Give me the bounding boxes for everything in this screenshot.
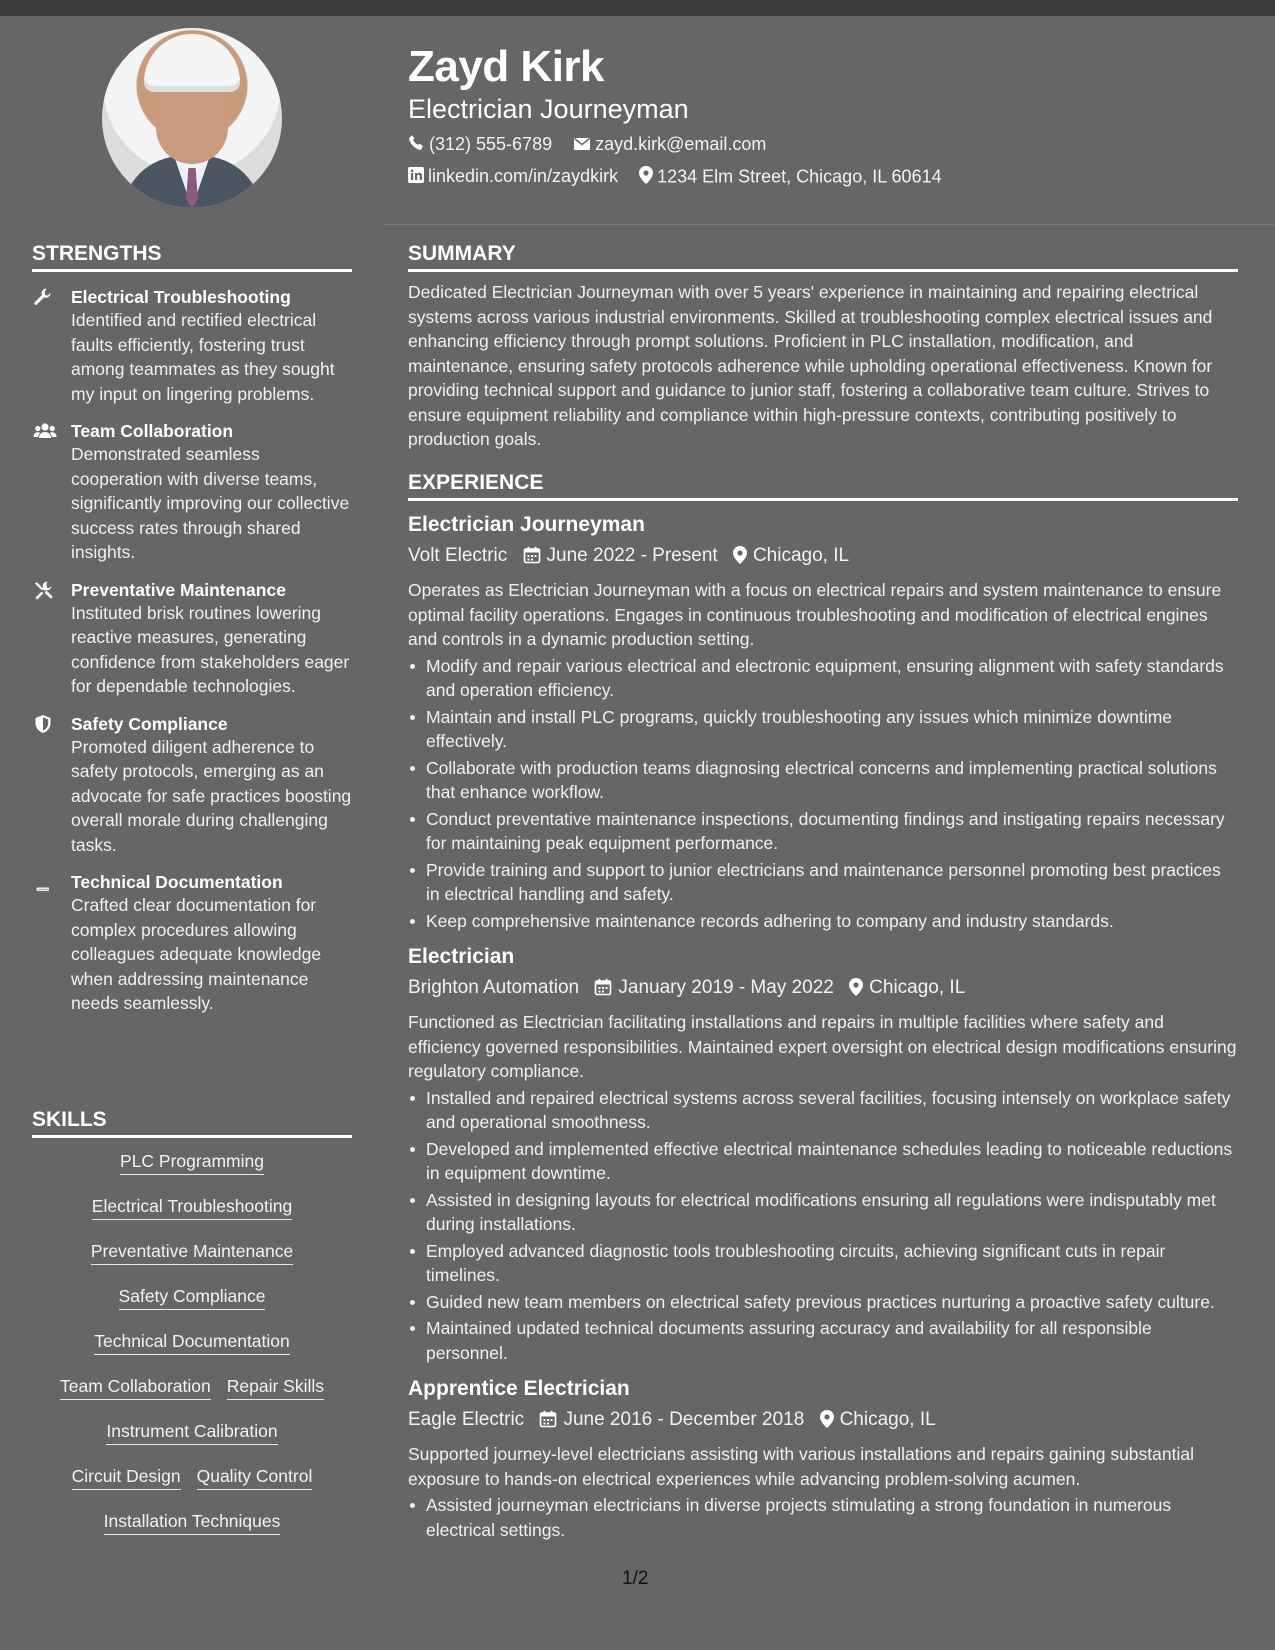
envelope-icon xyxy=(573,135,591,156)
calendar-icon xyxy=(523,542,541,576)
job-meta xyxy=(408,971,1238,1008)
job-description: Supported journey-level electricians assisting with various installations and repairs gaining substantial exposure to hands-on electrical experiences while advancing problem-solving acumen. xyxy=(408,1444,1194,1489)
job-title: Apprentice Electrician xyxy=(408,1377,630,1400)
tools-icon xyxy=(33,580,55,600)
book-icon xyxy=(33,872,55,892)
job-bullets xyxy=(408,1493,1238,1542)
calendar-icon xyxy=(539,1406,557,1440)
bullet-item: Guided new team members on electrical safety previous practices nurturing a proactive safety culture. xyxy=(408,1290,1238,1315)
contact-phone xyxy=(408,134,552,156)
bullet-item: Installed and repaired electrical systems across several facilities, focusing intensely on workplace safety and operational smoothness. xyxy=(408,1086,1238,1135)
strength-title: Electrical Troubleshooting xyxy=(71,287,291,307)
strength-description: Promoted diligent adherence to safety protocols, emerging as an advocate for safe practices boosting overall morale during challenging tasks. xyxy=(71,736,352,855)
bullet-item: Collaborate with production teams diagnosing electrical concerns and implementing practical solutions that enhance workflow. xyxy=(408,756,1238,805)
contact-linkedin[interactable] xyxy=(408,166,618,188)
job-dates: June 2022 - Present xyxy=(546,545,718,566)
bullet-item: Assisted journeyman electricians in diverse projects stimulating a strong foundation in numerous electrical settings. xyxy=(408,1493,1238,1542)
address-text: 1234 Elm Street, Chicago, IL 60614 xyxy=(657,166,942,187)
users-icon xyxy=(33,421,55,441)
strength-description: Demonstrated seamless cooperation with diverse teams, significantly improving our collective success rates through shared insights. xyxy=(71,444,350,562)
phone-text: (312) 555-6789 xyxy=(429,134,553,154)
job-entry xyxy=(408,943,1238,1365)
strength-title: Team Collaboration xyxy=(71,421,234,441)
contact-email[interactable] xyxy=(573,134,766,156)
linkedin-icon xyxy=(408,167,424,188)
skills-list xyxy=(32,1148,352,1553)
viewer-top-bar xyxy=(0,0,1275,16)
email-text: zayd.kirk@email.com xyxy=(595,134,767,154)
job-company: Brighton Automation xyxy=(408,977,580,998)
phone-icon xyxy=(408,134,425,156)
candidate-name: Zayd Kirk xyxy=(408,42,605,91)
summary-heading: SUMMARY xyxy=(408,242,1238,272)
map-pin-icon xyxy=(639,166,653,189)
strength-title: Safety Compliance xyxy=(71,713,228,734)
skills-heading: SKILLS xyxy=(32,1108,352,1138)
strength-item xyxy=(32,871,352,1016)
bullet-item: Assisted in designing layouts for electrical modifications ensuring all regulations were indisputably met during installations. xyxy=(408,1188,1238,1237)
experience-section xyxy=(408,471,1238,1544)
skill-tag: Electrical Troubleshooting xyxy=(92,1193,292,1220)
job-title: Electrician xyxy=(408,945,515,968)
map-pin-icon xyxy=(820,1406,834,1440)
bullet-item: Developed and implemented effective electrical maintenance schedules leading to noticeable reductions in equipment downtime. xyxy=(408,1137,1238,1186)
contact-line-2 xyxy=(408,166,958,189)
header-divider xyxy=(383,224,1275,225)
skill-tag: Technical Documentation xyxy=(94,1328,290,1355)
job-location: Chicago, IL xyxy=(752,545,850,566)
job-description: Functioned as Electrician facilitating installations and repairs in multiple facilities where safety and efficiency governed responsibilities. Maintained expert oversight on electrical design modifications ensuring regulatory compliance. xyxy=(408,1012,1237,1081)
skill-tag: Instrument Calibration xyxy=(106,1418,277,1445)
skill-tag: Safety Compliance xyxy=(119,1283,266,1310)
strengths-heading: STRENGTHS xyxy=(32,242,352,272)
job-location: Chicago, IL xyxy=(869,977,966,998)
skill-tag: PLC Programming xyxy=(120,1148,264,1175)
skill-tag: Repair Skills xyxy=(227,1373,324,1400)
calendar-icon xyxy=(594,974,612,1008)
strength-item xyxy=(32,579,352,699)
job-entry xyxy=(408,511,1238,933)
wrench-icon xyxy=(33,287,55,307)
strength-item xyxy=(32,713,352,858)
map-pin-icon xyxy=(733,542,747,576)
bullet-item: Keep comprehensive maintenance records adhering to company and industry standards. xyxy=(408,909,1238,934)
strength-title: Preventative Maintenance xyxy=(71,579,286,600)
bullet-item: Modify and repair various electrical and electronic equipment, ensuring alignment with safety standards and operation efficiency. xyxy=(408,654,1238,703)
bullet-item: Maintained updated technical documents assuring accuracy and availability for all responsible personnel. xyxy=(408,1316,1238,1365)
job-dates: January 2019 - May 2022 xyxy=(618,977,834,998)
skill-tag: Installation Techniques xyxy=(104,1508,281,1535)
summary-text: Dedicated Electrician Journeyman with over 5 years' experience in maintaining and repairing electrical systems across various industrial environments. Skilled at troubleshooting complex electrical issues and enhancing efficiency through prompt solutions. Proficient in PLC installation, modification, and maintenance, ensuring safety protocols adherence while upholding operational effectiveness. Known for providing technical support and guidance to junior staff, fostering a collaborative team culture. Strives to ensure equipment reliability and compliance within high-pressure contexts, contributing positively to production goals. xyxy=(408,282,1213,449)
bullet-item: Employed advanced diagnostic tools troubleshooting circuits, achieving significant cuts in repair timelines. xyxy=(408,1239,1238,1288)
contact-line-1 xyxy=(408,134,782,156)
strength-description: Crafted clear documentation for complex procedures allowing colleagues adequate knowledge when addressing maintenance needs seamlessly. xyxy=(71,895,322,1013)
job-bullets xyxy=(408,1086,1238,1366)
bullet-item: Maintain and install PLC programs, quickly troubleshooting any issues which minimize downtime effectively. xyxy=(408,705,1238,754)
strength-description: Identified and rectified electrical faults efficiently, fostering trust among teammates as they sought my input on lingering problems. xyxy=(71,310,335,404)
bullet-item: Conduct preventative maintenance inspections, documenting findings and instigating repairs necessary for maintaining peak equipment performance. xyxy=(408,807,1238,856)
skill-tag: Circuit Design xyxy=(72,1463,181,1490)
summary-section xyxy=(408,242,1238,452)
resume-page xyxy=(0,16,1275,1650)
page-number: 1/2 xyxy=(622,1568,649,1589)
job-bullets xyxy=(408,654,1238,934)
strengths-section xyxy=(32,242,352,1016)
strength-item xyxy=(32,420,352,565)
skill-tag: Quality Control xyxy=(197,1463,313,1490)
candidate-role: Electrician Journeyman xyxy=(408,94,689,124)
job-dates: June 2016 - December 2018 xyxy=(563,1409,805,1430)
job-meta xyxy=(408,1403,1238,1440)
linkedin-text: linkedin.com/in/zaydkirk xyxy=(428,166,619,187)
job-company: Volt Electric xyxy=(408,545,508,566)
shield-icon xyxy=(33,714,55,734)
strength-item xyxy=(32,286,352,406)
job-meta xyxy=(408,539,1238,576)
contact-address xyxy=(639,166,942,189)
profile-photo xyxy=(102,28,282,208)
job-entry xyxy=(408,1375,1238,1542)
strength-description: Instituted brisk routines lowering reactive measures, generating confidence from stakeholders eager for dependable technologies. xyxy=(71,602,350,696)
strength-title: Technical Documentation xyxy=(71,872,283,892)
skills-section xyxy=(32,1108,352,1553)
bullet-item: Provide training and support to junior electricians and maintenance personnel promoting best practices in electrical handling and safety. xyxy=(408,858,1238,907)
skill-tag: Preventative Maintenance xyxy=(91,1238,293,1265)
experience-heading: EXPERIENCE xyxy=(408,471,1238,501)
job-description: Operates as Electrician Journeyman with a focus on electrical repairs and system maintenance to ensure optimal facility operations. Engages in continuous troubleshooting and modification of electrical engines and controls in a dynamic production setting. xyxy=(408,580,1222,649)
skill-tag: Team Collaboration xyxy=(60,1373,211,1400)
job-title: Electrician Journeyman xyxy=(408,513,645,536)
job-company: Eagle Electric xyxy=(408,1409,525,1430)
job-location: Chicago, IL xyxy=(839,1409,936,1430)
map-pin-icon xyxy=(849,974,863,1008)
